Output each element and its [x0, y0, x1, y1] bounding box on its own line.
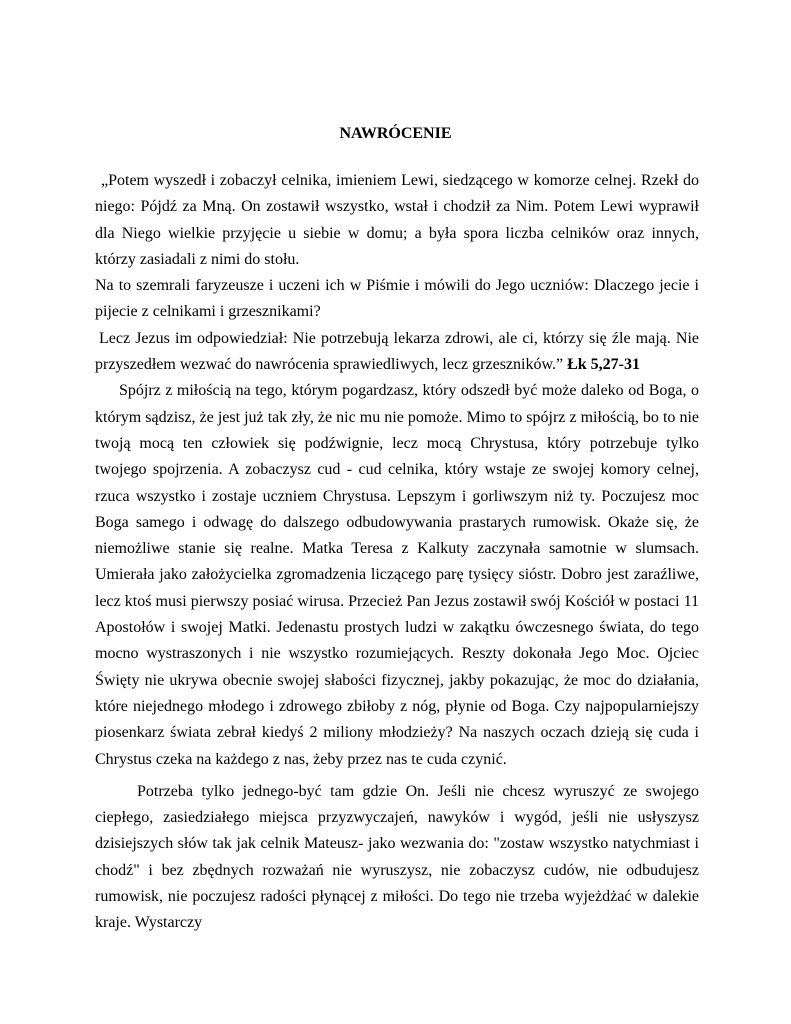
quote-paragraph-1: „Potem wyszedł i zobaczył celnika, imieniem Lewi, siedzącego w komorze celnej. Rzekł do niego: Pójdź za Mną. On zostawił wszystko, wstał i chodził za Nim. Potem Lewi wyprawił dla Niego wielkie przyjęcie u siebie w domu; a była spora liczba celników oraz innych, którzy zasiadali z nimi do stołu. [95, 172, 699, 268]
final-paragraph: Potrzeba tylko jednego-być tam gdzie On. Jeśli nie chcesz wyruszyć ze swojego ciepłego, zasiedziałego miejsca przyzwyczajeń, nawyków i wygód, jeśli nie usłyszysz dzisiejszych słów tak jak celnik Mateusz- jako wezwania do: "zostaw wszystko natychmiast i chodź" i bez zbędnych rozważań nie wyruszysz, nie zobaczysz cudów, nie odbudujesz rumowisk, nie poczujesz radości płynącej z miłości. Do tego nie trzeba wyjeżdżać w dalekie kraje. Wystarczy [95, 782, 699, 932]
quote-paragraph-3 [95, 326, 699, 379]
main-paragraph: Spójrz z miłością na tego, którym pogardzasz, który odszedł być może daleko od Boga, o którym sądzisz, że jest już tak zły, że nic mu nie pomoże. Mimo to spójrz z miłością, bo to nie twoją mocą ten człowiek się podźwignie, lecz mocą Chrystusa, który potrzebuje tylko twojego spojrzenia. A zobaczysz cud - cud celnika, który wstaje ze swojej komory celnej, rzuca wszystko i zostaje uczniem Chrystusa. Lepszym i gorliwszym niż ty. Poczujesz moc Boga samego i odwagę do dalszego odbudowywania prastarych rumowisk. Okaże się, że niemożliwe stanie się realne. Matka Teresa z Kalkuty zaczynała samotnie w slumsach. Umierała jako założycielka zgromadzenia liczącego parę tysięcy sióstr. Dobro jest zaraźliwe, lecz ktoś musi pierwszy posiać wirusa. Przecież Pan Jezus zostawił swój Kościół w postaci 11 Apostołów i swojej Matki. Jedenastu prostych ludzi w zakątku ówczesnego świata, do tego mocno wystraszonych i nie wszystko rozumiejących. Reszty dokonała Jego Moc. Ojciec Święty nie ukrywa obecnie swojej słabości fizycznej, jakby pokazując, że moc do działania, które niejednego młodego i zdrowego zbiłoby z nóg, płynie od Boga. Czy najpopularniejszy piosenkarz świata zebrał kiedyś 2 miliony młodzieży? Na naszych oczach dzieją się cuda i Chrystus czeka na każdego z nas, żeby przez nas te cuda czynić. [95, 382, 699, 768]
quote-paragraph-3-text: Lecz Jezus im odpowiedział: Nie potrzebują lekarza zdrowi, ale ci, którzy się źle mają. Nie przyszedłem wezwać do nawrócenia sprawiedliwych, lecz grzeszników.” [95, 329, 699, 374]
page-title: NAWRÓCENIE [339, 125, 452, 142]
bible-reference: Łk 5,27-31 [567, 356, 640, 374]
quote-paragraph-2: Na to szemrali faryzeusze i uczeni ich w Piśmie i mówili do Jego uczniów: Dlaczego jecie i pijecie z celnikami i grzesznikami? [95, 277, 699, 321]
document-body [95, 168, 699, 937]
